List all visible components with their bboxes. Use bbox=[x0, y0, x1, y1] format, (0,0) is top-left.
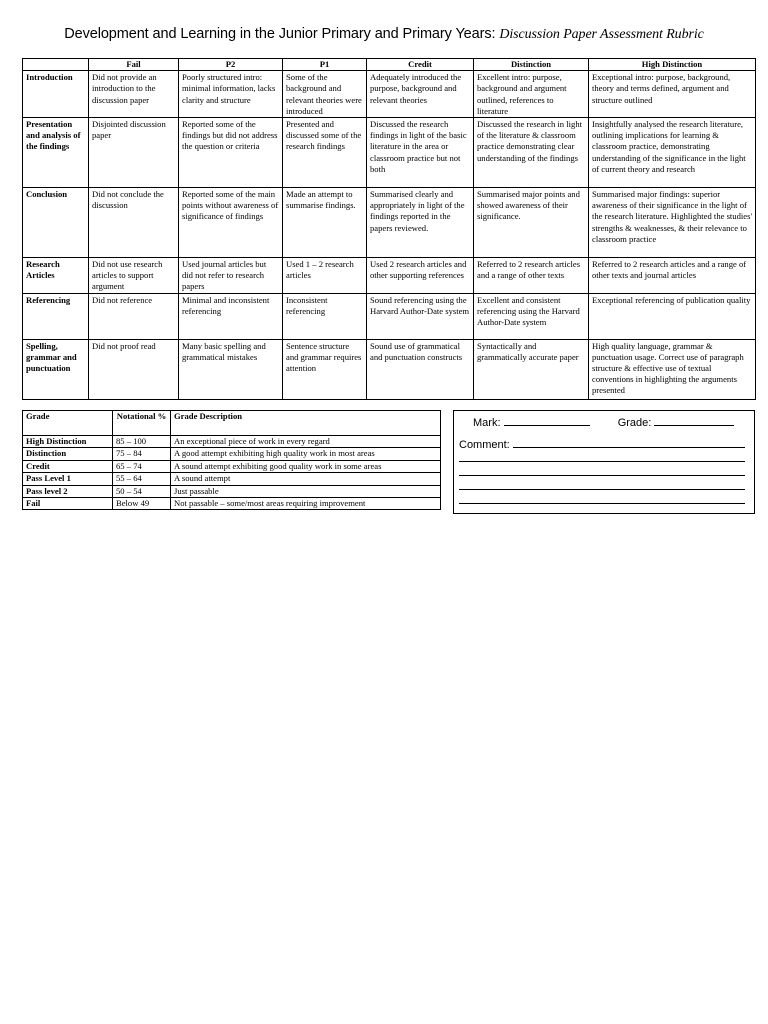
title-italic: Discussion Paper Assessment Rubric bbox=[499, 27, 704, 42]
rubric-header-row bbox=[23, 59, 756, 71]
grade-field[interactable] bbox=[654, 415, 734, 426]
title-main: Development and Learning in the Junior Primary and Primary Years: bbox=[64, 26, 500, 42]
grade-name: Credit bbox=[23, 460, 113, 472]
grade-range: 75 – 84 bbox=[113, 448, 171, 460]
rubric-corner-cell bbox=[23, 59, 89, 71]
rubric-header-distinction: Distinction bbox=[474, 59, 589, 71]
grade-name: High Distinction bbox=[23, 436, 113, 448]
rubric-cell: Did not use research articles to support argument bbox=[89, 258, 179, 294]
rubric-cell: Used 2 research articles and other supporting references bbox=[367, 258, 474, 294]
grade-description: Not passable – some/most areas requiring improvement bbox=[171, 498, 441, 510]
grade-description: A good attempt exhibiting high quality work in most areas bbox=[171, 448, 441, 460]
rubric-header-credit: Credit bbox=[367, 59, 474, 71]
rubric-cell: Did not proof read bbox=[89, 339, 179, 399]
criterion-label: Presentation and analysis of the findings bbox=[23, 118, 89, 188]
mark-box bbox=[453, 410, 755, 514]
rubric-cell: Adequately introduced the purpose, background and relevant theories bbox=[367, 71, 474, 118]
rubric-cell: Reported some of the main points without awareness of significance of findings bbox=[179, 188, 283, 258]
mark-label: Mark: bbox=[473, 417, 501, 429]
rubric-cell: Discussed the research findings in light of the basic literature in the area or classroom practice but not both bbox=[367, 118, 474, 188]
rubric-cell: Excellent and consistent referencing using the Harvard Author-Date system bbox=[474, 293, 589, 339]
criterion-label: Conclusion bbox=[23, 188, 89, 258]
grade-range: 50 – 54 bbox=[113, 485, 171, 497]
comment-line[interactable] bbox=[459, 461, 745, 462]
rubric-cell: Exceptional referencing of publication quality bbox=[589, 293, 756, 339]
rubric-cell: Syntactically and grammatically accurate paper bbox=[474, 339, 589, 399]
rubric-cell: Sound use of grammatical and punctuation constructs bbox=[367, 339, 474, 399]
comment-line[interactable] bbox=[459, 503, 745, 504]
grade-name: Fail bbox=[23, 498, 113, 510]
grade-row bbox=[23, 436, 441, 448]
grade-range: 85 – 100 bbox=[113, 436, 171, 448]
grade-row bbox=[23, 460, 441, 472]
rubric-row-introduction bbox=[23, 71, 756, 118]
rubric-cell: Did not conclude the discussion bbox=[89, 188, 179, 258]
grade-name: Pass level 2 bbox=[23, 485, 113, 497]
grade-description: Just passable bbox=[171, 485, 441, 497]
rubric-cell: High quality language, grammar & punctuation usage. Correct use of paragraph structure & effective use of textual conventions in highlighting the arguments presented bbox=[589, 339, 756, 399]
criterion-label: Research Articles bbox=[23, 258, 89, 294]
rubric-cell: Sound referencing using the Harvard Author-Date system bbox=[367, 293, 474, 339]
rubric-row-spelling bbox=[23, 339, 756, 399]
criterion-label: Referencing bbox=[23, 293, 89, 339]
grade-table bbox=[22, 410, 441, 510]
rubric-cell: Summarised major findings: superior awareness of their significance in the light of the research literature. Highlighted the studies' strengths & weaknesses, & their relevance to classroom practice bbox=[589, 188, 756, 258]
grade-range: Below 49 bbox=[113, 498, 171, 510]
rubric-cell: Did not provide an introduction to the discussion paper bbox=[89, 71, 179, 118]
grade-description: A sound attempt exhibiting good quality work in some areas bbox=[171, 460, 441, 472]
rubric-cell: Minimal and inconsistent referencing bbox=[179, 293, 283, 339]
criterion-label: Introduction bbox=[23, 71, 89, 118]
rubric-header-high-distinction: High Distinction bbox=[589, 59, 756, 71]
rubric-cell: Referred to 2 research articles and a range of other texts and journal articles bbox=[589, 258, 756, 294]
comment-line[interactable] bbox=[459, 489, 745, 490]
rubric-cell: Disjointed discussion paper bbox=[89, 118, 179, 188]
grade-name: Pass Level 1 bbox=[23, 473, 113, 485]
rubric-row-research-articles bbox=[23, 258, 756, 294]
rubric-cell: Summarised major points and showed awareness of their significance. bbox=[474, 188, 589, 258]
rubric-cell: Used 1 – 2 research articles bbox=[283, 258, 367, 294]
comment-label: Comment: bbox=[459, 439, 510, 451]
rubric-table bbox=[22, 58, 756, 400]
grade-range: 65 – 74 bbox=[113, 460, 171, 472]
grade-row bbox=[23, 485, 441, 497]
rubric-cell: Summarised clearly and appropriately in light of the findings reported in the papers reviewed. bbox=[367, 188, 474, 258]
rubric-header-p2: P2 bbox=[179, 59, 283, 71]
grade-range: 55 – 64 bbox=[113, 473, 171, 485]
comment-field[interactable] bbox=[513, 437, 745, 448]
rubric-header-fail: Fail bbox=[89, 59, 179, 71]
mark-field[interactable] bbox=[504, 415, 590, 426]
page-title bbox=[0, 26, 768, 43]
grade-header-description: Grade Description bbox=[171, 411, 441, 436]
grade-name: Distinction bbox=[23, 448, 113, 460]
comment-row bbox=[459, 437, 745, 451]
rubric-cell: Poorly structured intro: minimal information, lacks clarity and structure bbox=[179, 71, 283, 118]
grade-label: Grade: bbox=[617, 417, 652, 429]
rubric-cell: Inconsistent referencing bbox=[283, 293, 367, 339]
grade-description: An exceptional piece of work in every regard bbox=[171, 436, 441, 448]
rubric-cell: Insightfully analysed the research literature, outlining implications for learning & classroom practice, demonstrating understanding of the significance in the light of current theory and research bbox=[589, 118, 756, 188]
rubric-cell: Did not reference bbox=[89, 293, 179, 339]
rubric-header-p1: P1 bbox=[283, 59, 367, 71]
rubric-cell: Presented and discussed some of the research findings bbox=[283, 118, 367, 188]
grade-row bbox=[23, 448, 441, 460]
rubric-cell: Excellent intro: purpose, background and argument outlined, references to literature bbox=[474, 71, 589, 118]
rubric-row-presentation bbox=[23, 118, 756, 188]
grade-row bbox=[23, 473, 441, 485]
rubric-cell: Referred to 2 research articles and a range of other texts bbox=[474, 258, 589, 294]
grade-row bbox=[23, 498, 441, 510]
rubric-row-referencing bbox=[23, 293, 756, 339]
grade-header-notational: Notational % bbox=[113, 411, 171, 436]
rubric-cell: Many basic spelling and grammatical mistakes bbox=[179, 339, 283, 399]
rubric-cell: Some of the background and relevant theories were introduced bbox=[283, 71, 367, 118]
comment-line[interactable] bbox=[459, 475, 745, 476]
rubric-row-conclusion bbox=[23, 188, 756, 258]
mark-grade-row bbox=[473, 415, 734, 429]
grade-header-grade: Grade bbox=[23, 411, 113, 436]
rubric-cell: Used journal articles but did not refer to research papers bbox=[179, 258, 283, 294]
rubric-cell: Exceptional intro: purpose, background, theory and terms defined, argument and structure outlined bbox=[589, 71, 756, 118]
criterion-label: Spelling, grammar and punctuation bbox=[23, 339, 89, 399]
rubric-cell: Made an attempt to summarise findings. bbox=[283, 188, 367, 258]
rubric-cell: Sentence structure and grammar requires attention bbox=[283, 339, 367, 399]
grade-header-row bbox=[23, 411, 441, 436]
rubric-cell: Discussed the research in light of the literature & classroom practice demonstrating clear understanding of the findings bbox=[474, 118, 589, 188]
rubric-cell: Reported some of the findings but did not address the question or criteria bbox=[179, 118, 283, 188]
grade-description: A sound attempt bbox=[171, 473, 441, 485]
